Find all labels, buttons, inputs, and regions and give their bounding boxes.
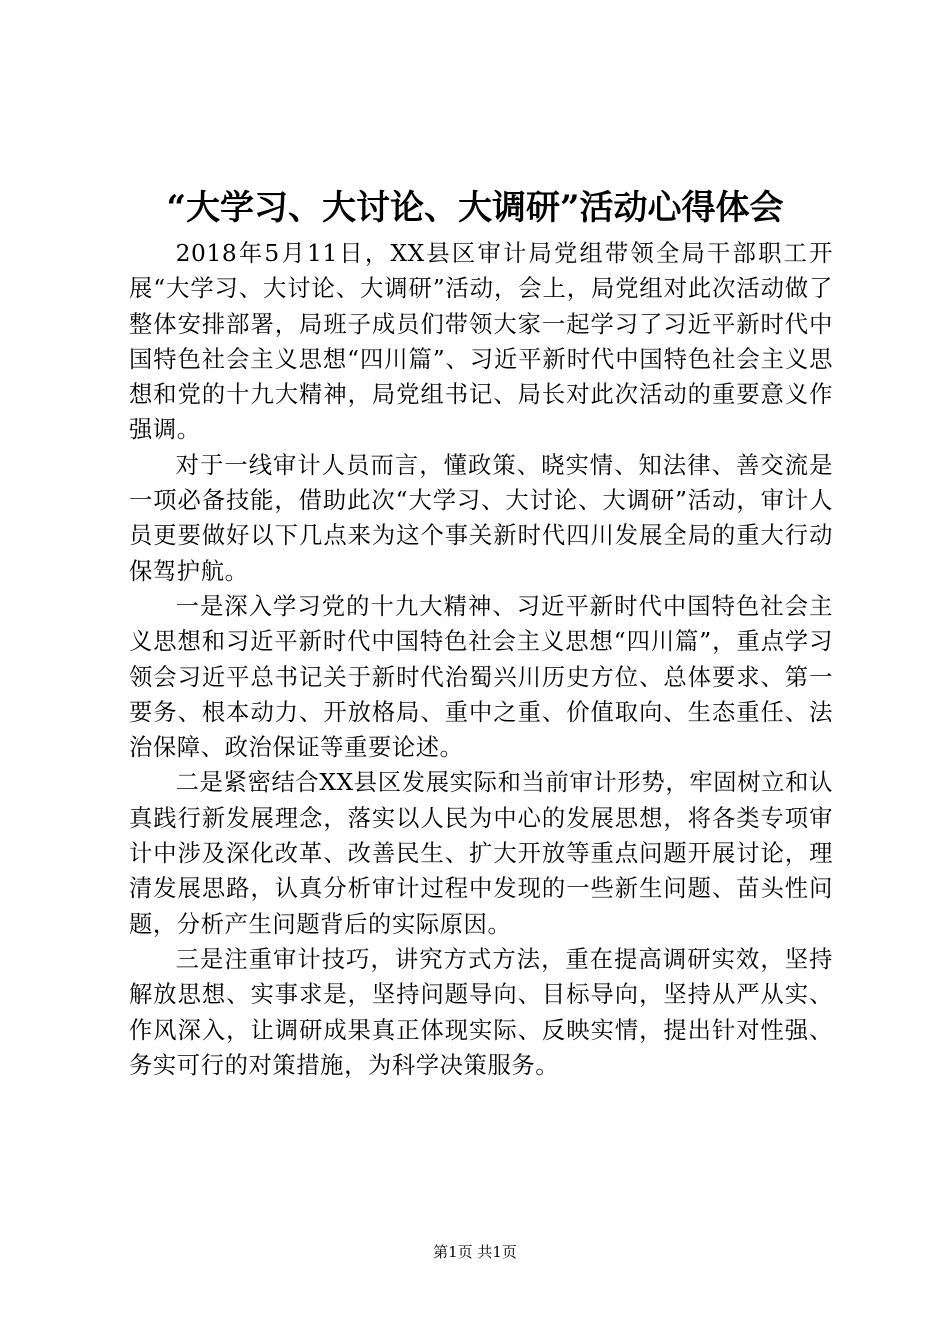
page-number-footer: 第1页 共1页 bbox=[433, 1243, 517, 1261]
body-paragraph-3: 一是深入学习党的十九大精神、习近平新时代中国特色社会主义思想和习近平新时代中国特色社会主义思想“四川篇”，重点学习领会习近平总书记关于新时代治蜀兴川历史方位、总体要求、第一要务、根本动力、开放格局、重中之重、价值取向、生态重任、法治保障、政治保证等重要论述。 bbox=[129, 592, 833, 762]
body-paragraph-4: 二是紧密结合XX县区发展实际和当前审计形势，牢固树立和认真践行新发展理念，落实以人民为中心的发展思想，将各类专项审计中涉及深化改革、改善民生、扩大开放等重点问题开展讨论，理清发展思路，认真分析审计过程中发现的一些新生问题、苗头性问题，分析产生问题背后的实际原因。 bbox=[129, 769, 833, 938]
body-paragraph-5: 三是注重审计技巧，讲究方式方法，重在提高调研实效，坚持解放思想、实事求是，坚持问题导向、目标导向，坚持从严从实、作风深入，让调研成果真正体现实际、反映实情，提出针对性强、务实可行的对策措施，为科学决策服务。 bbox=[129, 945, 833, 1079]
body-paragraph-2: 对于一线审计人员而言，懂政策、晓实情、知法律、善交流是一项必备技能，借助此次“大学习、大讨论、大调研”活动，审计人员更要做好以下几点来为这个事关新时代四川发展全局的重大行动保驾护航。 bbox=[129, 451, 833, 585]
body-paragraph-1: 2018年5月11日，XX县区审计局党组带领全局干部职工开展“大学习、大讨论、大调研”活动，会上，局党组对此次活动做了整体安排部署，局班子成员们带领大家一起学习了习近平新时代中国特色社会主义思想“四川篇”、习近平新时代中国特色社会主义思想和党的十九大精神，局党组书记、局长对此次活动的重要意义作强调。 bbox=[129, 240, 833, 444]
document-title: “大学习、大讨论、大调研”活动心得体会 bbox=[166, 188, 784, 228]
document-body bbox=[129, 236, 833, 1083]
